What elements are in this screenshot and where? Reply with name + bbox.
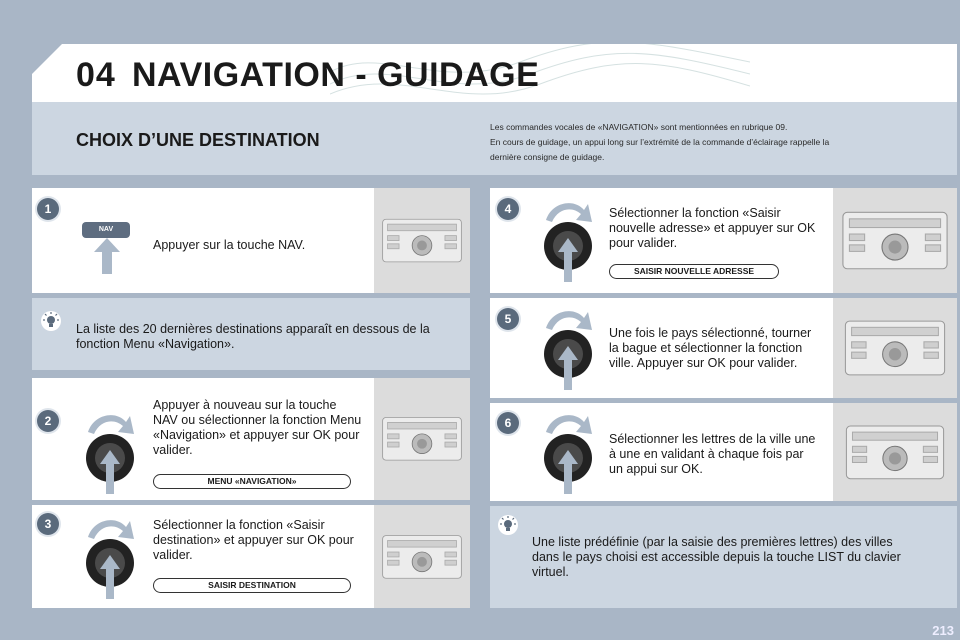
step-line: «Navigation» et appuyer sur OK pour (153, 428, 360, 442)
note-text (532, 535, 901, 580)
menu-navigation-pill: MENU «NAVIGATION» (153, 474, 351, 489)
step-line: la bague et sélectionner la fonction (609, 341, 803, 355)
step-line: valider. (153, 443, 193, 457)
saisir-destination-pill: SAISIR DESTINATION (153, 578, 351, 593)
step-line: Appuyer à nouveau sur la touche (153, 398, 337, 412)
radio-unit-image (374, 378, 470, 500)
note-line: virtuel. (532, 565, 569, 579)
radio-unit-icon (840, 208, 950, 273)
step-line: un appui sur OK. (609, 462, 703, 476)
step-line: Sélectionner les lettres de la ville une (609, 432, 816, 446)
step-badge: 2 (37, 410, 59, 432)
step-line: pour valider. (609, 236, 678, 250)
press-arrow-icon (92, 238, 122, 274)
nav-key: NAV (82, 222, 130, 238)
step-line: Sélectionner la fonction «Saisir (153, 518, 325, 532)
radio-unit-image (833, 298, 957, 398)
intro-line: En cours de guidage, un appui long sur l’extrémité de la commande d’éclairage rappelle la (490, 137, 830, 147)
saisir-nouvelle-adresse-pill: SAISIR NOUVELLE ADRESSE (609, 264, 779, 279)
step-badge: 4 (497, 198, 519, 220)
lightbulb-icon (497, 514, 519, 536)
rotary-knob-icon (80, 410, 140, 494)
step-line: destination» et appuyer sur OK pour (153, 533, 354, 547)
lightbulb-icon (40, 310, 62, 332)
radio-unit-icon (381, 208, 463, 273)
step-text (609, 206, 815, 251)
radio-unit-icon (840, 317, 950, 379)
note-line: fonction Menu «Navigation». (76, 337, 235, 351)
step-line: NAV ou sélectionner la fonction Menu (153, 413, 362, 427)
note-line: dans le pays choisi est accessible depuis la touche LIST du clavier (532, 550, 901, 564)
intro-line: Les commandes vocales de «NAVIGATION» sont mentionnées en rubrique 09. (490, 122, 788, 132)
step-badge: 5 (497, 308, 519, 330)
rotary-knob-icon (538, 306, 598, 390)
radio-unit-icon (381, 401, 463, 477)
step-text (609, 326, 811, 371)
step-text (609, 432, 815, 477)
step-badge: 3 (37, 513, 59, 535)
step-badge: 1 (37, 198, 59, 220)
note-line: La liste des 20 dernières destinations apparaît en dessous de la (76, 322, 430, 336)
step-line: Une fois le pays sélectionné, tourner (609, 326, 812, 340)
step-badge: 6 (497, 412, 519, 434)
rotary-knob-icon (80, 515, 140, 599)
radio-unit-image (833, 403, 957, 501)
intro-text (490, 120, 920, 165)
radio-unit-image (833, 188, 957, 293)
rotary-knob-icon (538, 410, 598, 494)
section-title: CHOIX D’UNE DESTINATION (76, 130, 320, 150)
page-title: NAVIGATION - GUIDAGE (132, 56, 540, 94)
step-line: nouvelle adresse» et appuyer sur OK (609, 221, 816, 235)
radio-unit-image (374, 188, 470, 293)
radio-unit-icon (381, 525, 463, 589)
step-line: ville. Appuyer sur OK pour valider. (609, 356, 798, 370)
chapter-number: 04 (76, 56, 116, 94)
step-text (153, 238, 305, 253)
step-line: Appuyer sur la touche NAV. (153, 238, 306, 252)
step-line: Sélectionner la fonction «Saisir (609, 206, 781, 220)
radio-unit-image (374, 505, 470, 608)
rotary-knob-icon (538, 198, 598, 282)
note-text (76, 322, 430, 352)
page-number: 213 (932, 623, 954, 638)
intro-line: dernière consigne de guidage. (490, 152, 605, 162)
step-line: à une en validant à chaque fois par (609, 447, 804, 461)
step-text (153, 518, 354, 563)
step-text (153, 398, 361, 458)
note-line: Une liste prédéfinie (par la saisie des premières lettres) des villes (532, 535, 893, 549)
radio-unit-icon (840, 422, 950, 483)
step-line: valider. (153, 548, 193, 562)
